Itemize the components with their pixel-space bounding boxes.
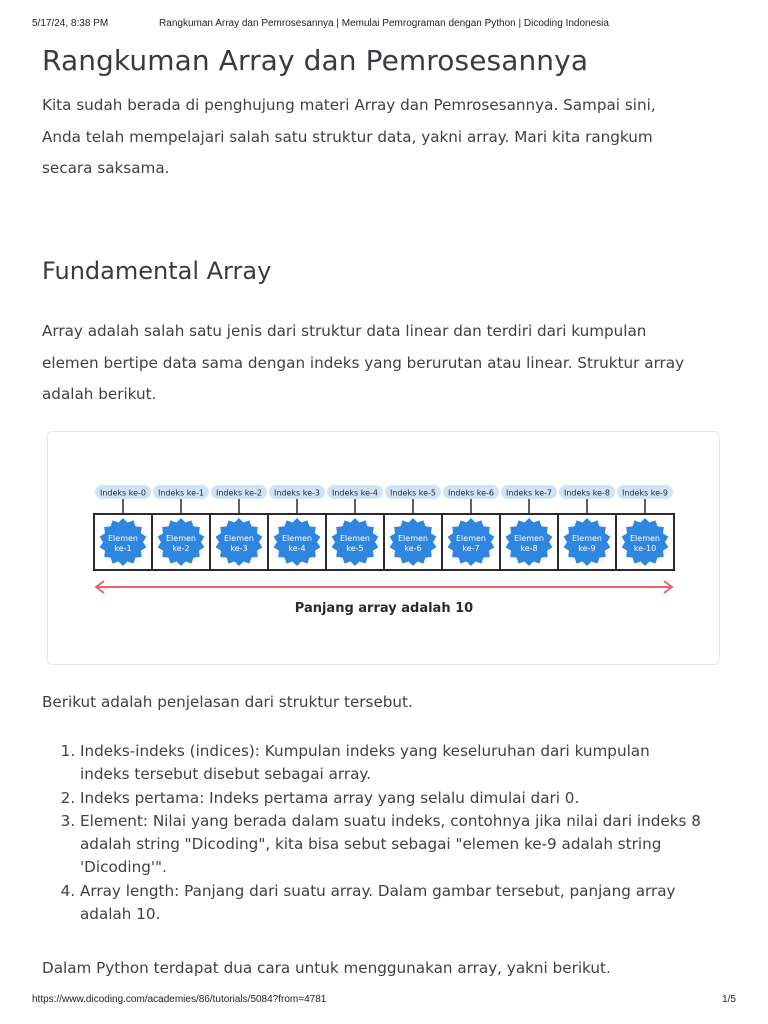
list-item xyxy=(80,880,740,927)
element-label: ke-4 xyxy=(288,544,306,553)
element-label: ke-6 xyxy=(404,544,422,553)
element-label: ke-5 xyxy=(346,544,364,553)
index-label: Indeks ke-7 xyxy=(505,488,553,498)
print-footer xyxy=(0,994,768,1008)
element-label: Elemen xyxy=(572,534,602,543)
print-datetime: 5/17/24, 8:38 PM xyxy=(32,18,109,29)
element-label: ke-2 xyxy=(172,544,190,553)
array-diagram-svg xyxy=(48,432,719,664)
element-label: Elemen xyxy=(108,534,138,543)
closing-paragraph: Dalam Python terdapat dua cara untuk menggunakan array, yakni berikut. xyxy=(42,959,611,977)
element-label: ke-7 xyxy=(462,544,480,553)
list-item xyxy=(80,740,740,787)
list-item-line: Indeks-indeks (indices): Kumpulan indeks yang keseluruhan dari kumpulan xyxy=(80,742,650,760)
list-item-line: Indeks pertama: Indeks pertama array yang selalu dimulai dari 0. xyxy=(80,788,580,807)
element-label: ke-8 xyxy=(520,544,538,553)
element-label: ke-9 xyxy=(578,544,596,553)
index-label: Indeks ke-1 xyxy=(157,488,205,498)
element-label: Elemen xyxy=(282,534,312,543)
intro-line: secara saksama. xyxy=(42,159,170,177)
section-title: Fundamental Array xyxy=(42,257,272,285)
explanation-list xyxy=(42,740,740,926)
element-label: Elemen xyxy=(514,534,544,543)
intro-line: Anda telah mempelajari salah satu struktur data, yakni array. Mari kita rangkum xyxy=(42,127,653,146)
definition-paragraph xyxy=(42,316,732,411)
array-diagram xyxy=(47,431,720,665)
index-label: Indeks ke-8 xyxy=(563,488,611,498)
list-item-line: adalah string "Dicoding", kita bisa sebut sebagai "elemen ke-9 adalah string xyxy=(80,835,662,854)
element-label: Elemen xyxy=(224,534,254,543)
element-label: ke-3 xyxy=(230,544,248,553)
list-item-line: indeks tersebut disebut sebagai array. xyxy=(80,765,372,784)
index-label: Indeks ke-0 xyxy=(99,488,147,498)
list-item-line: Element: Nilai yang berada dalam suatu indeks, contohnya jika nilai dari indeks 8 xyxy=(80,811,701,830)
element-label: Elemen xyxy=(166,534,196,543)
list-item-line: 'Dicoding'". xyxy=(80,858,167,877)
print-header xyxy=(0,18,768,32)
index-label: Indeks ke-6 xyxy=(447,488,495,498)
print-url: https://www.dicoding.com/academies/86/tutorials/5084?from=4781 xyxy=(32,994,327,1005)
index-label: Indeks ke-4 xyxy=(331,488,379,498)
list-item-line: adalah 10. xyxy=(80,905,161,924)
print-doc-title: Rangkuman Array dan Pemrosesannya | Memulai Pemrograman dengan Python | Dicoding Indonesia xyxy=(159,18,609,29)
element-label: Elemen xyxy=(398,534,428,543)
element-label: ke-1 xyxy=(114,544,132,553)
list-item xyxy=(80,787,740,810)
explanation-intro: Berikut adalah penjelasan dari struktur tersebut. xyxy=(42,693,413,711)
definition-line: elemen bertipe data sama dengan indeks yang berurutan atau linear. Struktur array xyxy=(42,353,685,372)
element-label: ke-10 xyxy=(633,544,657,553)
length-caption: Panjang array adalah 10 xyxy=(294,601,474,616)
element-label: Elemen xyxy=(456,534,486,543)
element-label: Elemen xyxy=(340,534,370,543)
page-title: Rangkuman Array dan Pemrosesannya xyxy=(42,44,589,77)
intro-paragraph xyxy=(42,90,732,185)
element-label: Elemen xyxy=(630,534,660,543)
definition-line: Array adalah salah satu jenis dari struktur data linear dan terdiri dari kumpulan xyxy=(42,322,647,340)
index-label: Indeks ke-5 xyxy=(389,488,437,498)
index-label: Indeks ke-3 xyxy=(273,488,321,498)
index-label: Indeks ke-9 xyxy=(621,488,669,498)
list-item-line: Array length: Panjang dari suatu array. Dalam gambar tersebut, panjang array xyxy=(80,881,676,900)
list-item xyxy=(80,810,740,880)
print-page-number: 1/5 xyxy=(722,994,736,1005)
index-label: Indeks ke-2 xyxy=(215,488,263,498)
definition-line: adalah berikut. xyxy=(42,385,157,403)
intro-line: Kita sudah berada di penghujung materi Array dan Pemrosesannya. Sampai sini, xyxy=(42,96,656,114)
